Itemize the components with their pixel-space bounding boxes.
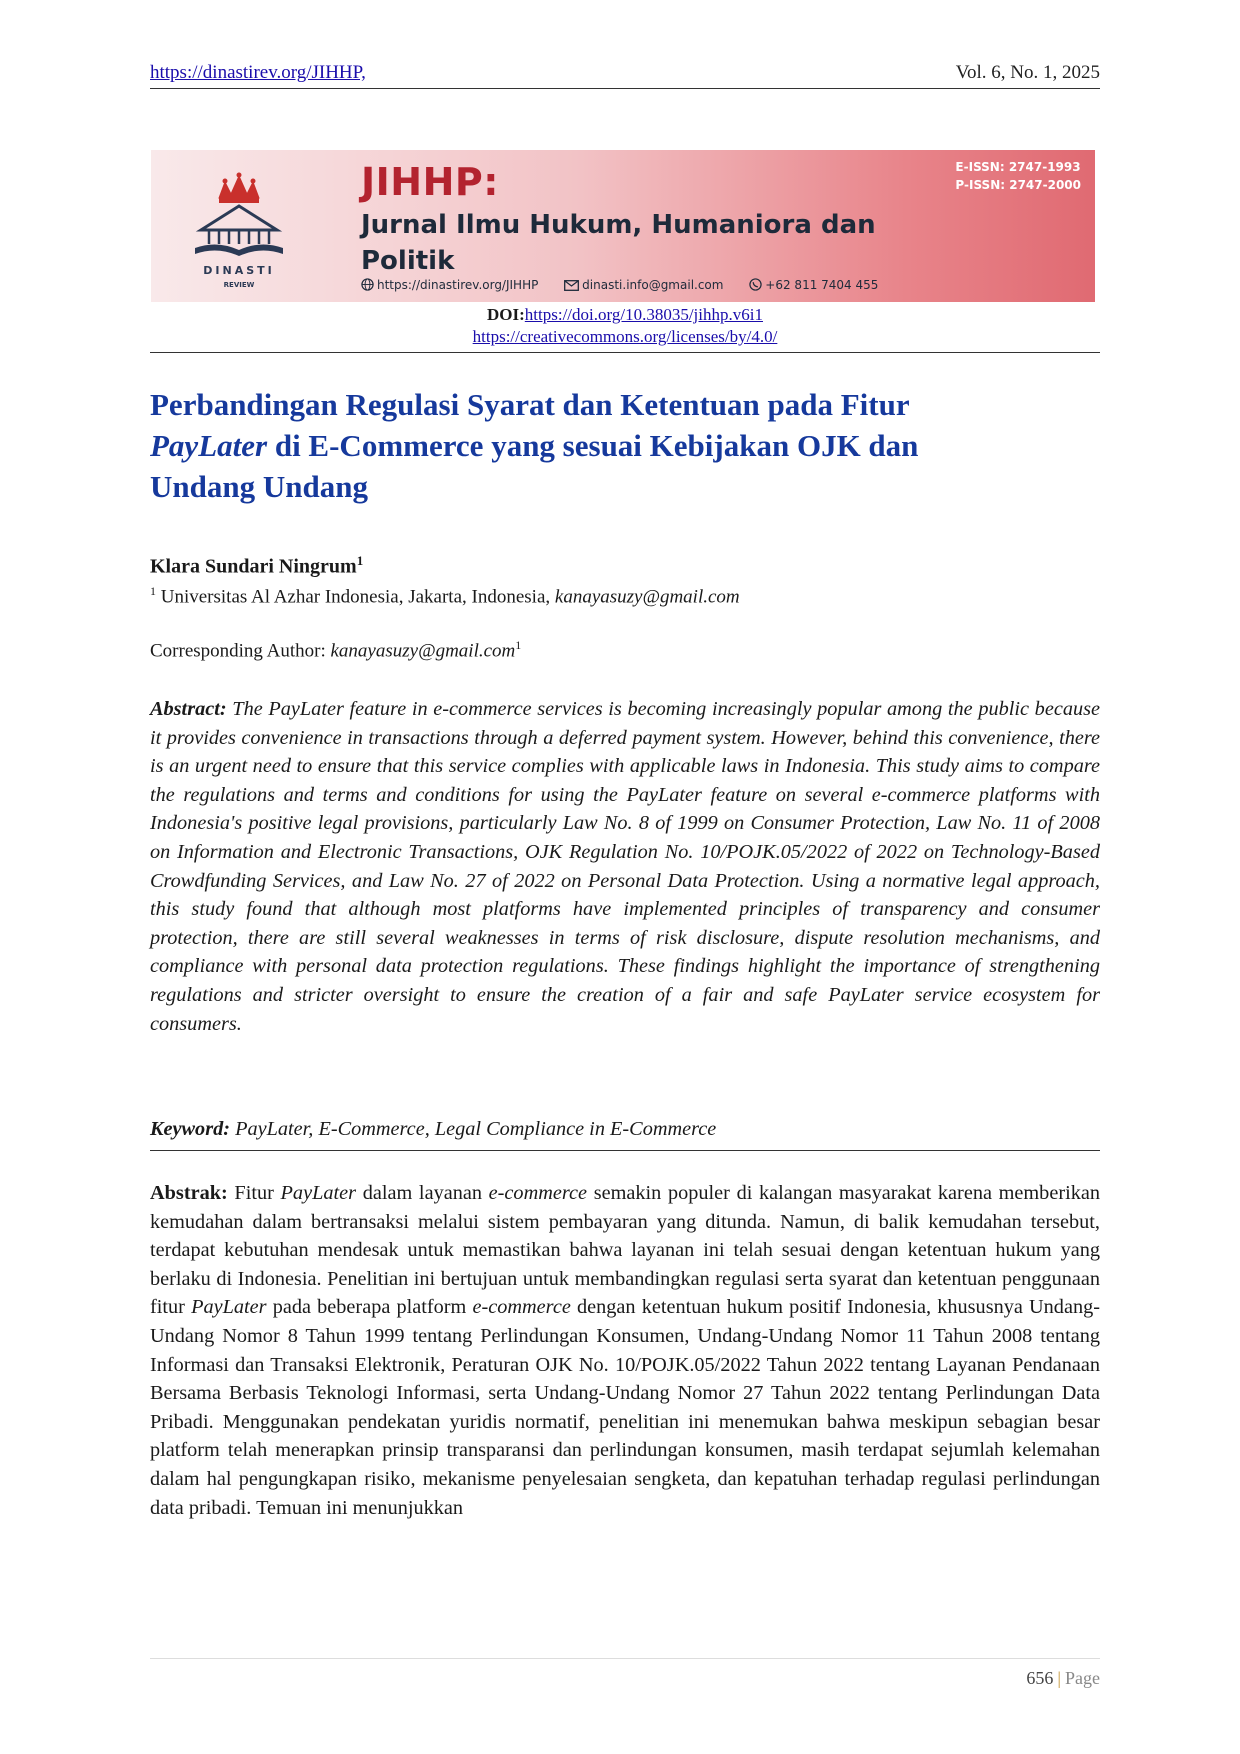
globe-icon <box>361 278 374 291</box>
website-contact <box>361 278 542 292</box>
abstrak-label: Abstrak: <box>150 1182 228 1204</box>
pissn: P-ISSN: 2747-2000 <box>955 178 1081 192</box>
corresponding-email: kanayasuzy@gmail.com <box>330 640 516 662</box>
whatsapp-icon <box>749 278 762 291</box>
volume-info: Vol. 6, No. 1, 2025 <box>955 62 1100 83</box>
doi-link[interactable]: https://doi.org/10.38035/jihhp.v6i1 <box>524 305 763 324</box>
footer-divider <box>150 1658 1100 1659</box>
dinasti-review-logo <box>179 168 299 292</box>
email-text: dinasti.info@gmail.com <box>582 278 724 292</box>
journal-short-name: JIHHP: <box>361 160 499 204</box>
title-line1: Perbandingan Regulasi Syarat dan Ketentuan pada Fitur <box>150 387 910 422</box>
doi-block <box>150 304 1100 348</box>
page-footer <box>1026 1668 1100 1689</box>
corresponding-author: Corresponding Author: kanayasuzy@gmail.com$^1$ <box>150 638 522 662</box>
doi-label: DOI: <box>487 305 525 324</box>
license-link[interactable]: https://creativecommons.org/licenses/by/4.0/ <box>472 327 778 346</box>
paper-title <box>150 384 1100 507</box>
journal-contacts <box>361 278 900 292</box>
keyword-label: Keyword: <box>150 1118 230 1140</box>
issn-block <box>955 158 1081 194</box>
abstract-english <box>150 695 1100 1038</box>
abstract-label: Abstract: <box>150 698 227 720</box>
phone-contact <box>749 278 878 292</box>
page-label: Page <box>1065 1668 1100 1688</box>
doi-divider <box>150 352 1100 353</box>
author-email: kanayasuzy@gmail.com <box>554 586 740 608</box>
title-italic-word: PayLater <box>150 428 268 463</box>
keyword-text: PayLater, E-Commerce, Legal Compliance in E-Commerce <box>230 1118 717 1140</box>
footer-separator: | <box>1057 1668 1061 1688</box>
journal-banner <box>151 150 1095 302</box>
email-contact <box>564 278 727 292</box>
author-affiliation: $^1$ Universitas Al Azhar Indonesia, Jakarta, Indonesia, kanayasuzy@gmail.com <box>150 584 740 608</box>
page-number: 656 <box>1026 1668 1054 1688</box>
title-line2 <box>150 425 1100 466</box>
abstract-indonesian: Abstrak: Fitur PayLater dalam layanan e-commerce semakin populer di kalangan masyarakat karena memberikan kemudahan dalam bertransaksi melalui sistem pembayaran yang ditunda. Namun, di balik kemudahan tersebut, terdapat kebutuhan mendesak untuk memastikan bahwa layanan ini telah sesuai dengan ketentuan hukum yang berlaku di Indonesia. Penelitian ini bertujuan untuk membandingkan regulasi serta syarat dan ketentuan penggunaan fitur PayLater pada beberapa platform e-commerce dengan ketentuan hukum positif Indonesia, khususnya Undang-Undang Nomor 8 Tahun 1999 tentang Perlindungan Konsumen, Undang-Undang Nomor 11 Tahun 2008 tentang Informasi dan Transaksi Elektronik, Peraturan OJK No. 10/POJK.05/2022 Tahun 2022 tentang Layanan Pendanaan Bersama Berbasis Teknologi Informasi, serta Undang-Undang Nomor 27 Tahun 2022 tentang Perlindungan Data Pribadi. Menggunakan pendekatan yuridis normatif, penelitian ini menemukan bahwa meskipun sebagian besar platform telah menerapkan prinsip transparansi dan perlindungan konsumen, masih terdapat sejumlah kelemahan dalam hal pengungkapan risiko, mekanisme penyelesaian sengketa, dan kepatuhan terhadap regulasi perlindungan data pribadi. Temuan ini menunjukkan <box>150 1182 1100 1519</box>
journal-url-link[interactable]: https://dinastirev.org/JIHHP, <box>150 62 366 83</box>
title-line3: Undang Undang <box>150 469 368 504</box>
keywords <box>150 1118 1100 1151</box>
author-name: Klara Sundari Ningrum$^1$ <box>150 553 364 578</box>
mail-icon <box>564 280 579 291</box>
publisher-name: DINASTI <box>203 264 275 277</box>
journal-name-line2: Politik <box>361 246 455 276</box>
journal-name-line1: Jurnal Ilmu Hukum, Humaniora dan <box>361 210 876 240</box>
abstract-text: The PayLater feature in e-commerce services is becoming increasingly popular among the public because it provides convenience in transactions through a deferred payment system. However, behind this convenience, there is an urgent need to ensure that this service complies with applicable laws in Indonesia. This study aims to compare the regulations and terms and conditions for using the PayLater feature on several e-commerce platforms with Indonesia's positive legal provisions, particularly Law No. 8 of 1999 on Consumer Protection, Law No. 11 of 2008 on Information and Electronic Transactions, OJK Regulation No. 10/POJK.05/2022 of 2022 on Technology-Based Crowdfunding Services, and Law No. 27 of 2022 on Personal Data Protection. Using a normative legal approach, this study found that although most platforms have implemented principles of transparency and consumer protection, there are still several weaknesses in terms of risk disclosure, dispute resolution mechanisms, and compliance with personal data protection regulations. These findings highlight the importance of strengthening regulations and stricter oversight to ensure the creation of a fair and safe PayLater service ecosystem for consumers. <box>150 698 1100 1035</box>
publisher-sub: REVIEW <box>223 281 255 289</box>
phone-text: +62 811 7404 455 <box>765 278 879 292</box>
website-text: https://dinastirev.org/JIHHP <box>377 278 539 292</box>
running-header <box>150 60 1100 89</box>
title-line2-rest: di E-Commerce yang sesuai Kebijakan OJK dan <box>267 428 919 463</box>
eissn: E-ISSN: 2747-1993 <box>955 160 1081 174</box>
